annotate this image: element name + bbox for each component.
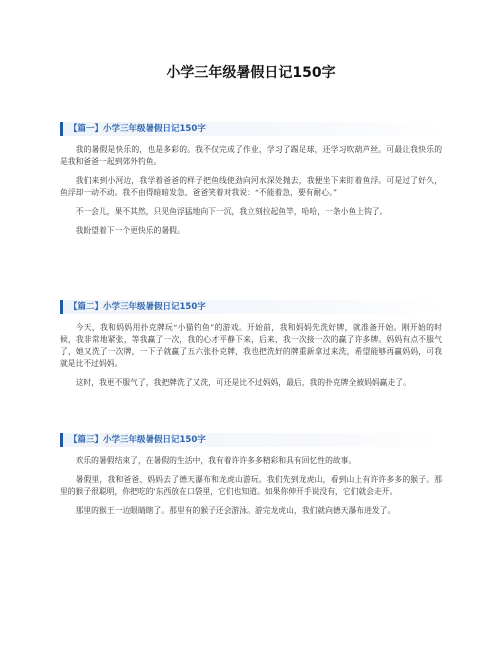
section-1 [60,122,442,244]
section-2-heading: 【篇二】小学三年级暑假日记150字 [60,300,442,314]
paragraph: 我盼望着下一个更快乐的暑假。 [75,226,185,235]
paragraph: 我的暑假是快乐的，也是多彩的。我不仅完成了作业，学习了踢足球，还学习吹葫芦丝。可最让我快乐的是我和爸爸一起到郊外钓鱼。 [60,145,442,166]
section-3-heading: 【篇三】小学三年级暑假日记150字 [60,433,442,447]
page-title: 小学三年级暑假日记150字 [166,65,336,81]
paragraph: 那里的猴王一边眼睛瞎了。那里有的猴子还会游泳。游完龙虎山，我们就向德天瀑布进发了。 [75,506,396,515]
section-2 [60,300,442,396]
paragraph: 我们来到小河边，我学着爸爸的样子把鱼线使劲向河水深处抛去，我便坐下来盯着鱼浮。可是过了好久，鱼浮却一动不动。我不由得暗暗发急，爸爸笑着对我说：“不能着急，要有耐心。” [60,176,442,197]
paragraph: 暑假里，我和爸爸、妈妈去了德天瀑布和龙虎山游玩。我们先到龙虎山，看到山上有许许多多的猴子。那里的猴子很聪明，你把吃的'东西放在口袋里，它们也知道。如果你伸开手说没有，它们就会走开。 [60,475,442,496]
section-3 [60,433,442,524]
paragraph: 今天，我和妈妈用扑克牌玩“小猫钓鱼”的游戏。开始前，我和妈妈先洗好牌，就准备开始。刚开始的时候，我非常地紧张，等我赢了一次，我的心才平静下来，后来，我一次接一次的赢了许多牌。妈妈有点不服气了，她又洗了一次牌，一下子就赢了五六张扑克牌，我也把洗好的牌重新拿过来洗，希望能够再赢妈妈，可我就是比不过妈妈。 [60,323,442,368]
section-1-heading: 【篇一】小学三年级暑假日记150字 [60,122,442,136]
paragraph: 这时，我更不服气了，我把牌洗了又洗，可还是比不过妈妈，最后，我的扑克牌全被妈妈赢走了。 [75,378,411,387]
paragraph: 欢乐的暑假结束了，在暑假的生活中，我有着许许多多精彩和具有回忆性的故事。 [75,456,357,465]
paragraph: 不一会儿，果不其然，只见鱼浮猛地向下一沉，我立刻拉起鱼竿，哈哈，一条小鱼上钩了。 [75,207,388,216]
